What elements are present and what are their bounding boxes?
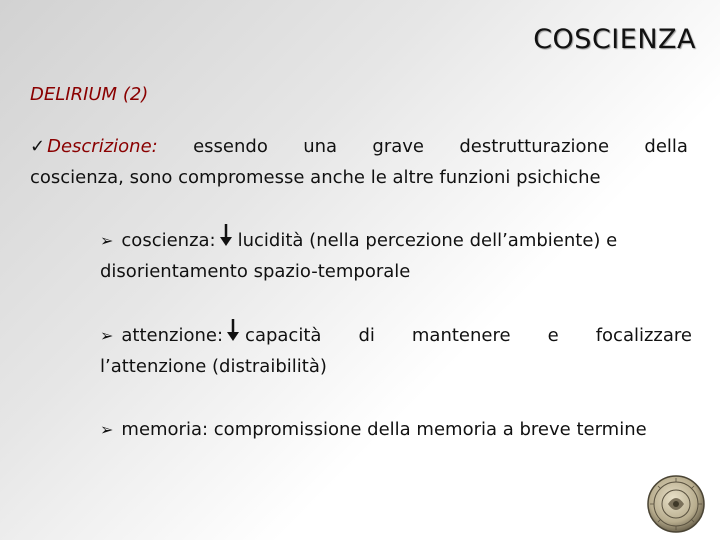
description-word: una	[303, 136, 338, 157]
bullet-lead: attenzione:	[121, 325, 224, 346]
description-word: della	[644, 136, 688, 157]
bullet-text: lucidità (nella percezione dell’ambiente) e	[237, 230, 618, 251]
slide-title: COSCIENZA	[533, 24, 696, 55]
arrow-bullet-icon: ➢	[100, 326, 114, 345]
check-icon: ✓	[30, 136, 46, 157]
bullet-line-2: l’attenzione (distraibilità)	[100, 356, 327, 377]
bullet-lead-group	[100, 319, 245, 351]
arrow-bullet-icon: ➢	[100, 231, 114, 250]
down-arrow-icon	[220, 224, 232, 246]
university-seal-icon	[646, 474, 706, 534]
description-lead	[30, 131, 158, 162]
bullet-line-1	[100, 224, 692, 256]
down-arrow-icon	[227, 319, 239, 341]
bullet-line-1	[100, 319, 692, 351]
bullet-attenzione	[100, 319, 692, 382]
bullet-coscienza	[100, 224, 692, 287]
description-word: destrutturazione	[459, 136, 610, 157]
bullet-memoria	[100, 414, 692, 445]
bullet-lead: coscienza:	[121, 230, 216, 251]
description-word: grave	[372, 136, 425, 157]
description-line-2: coscienza, sono compromesse anche le altre funzioni psichiche	[30, 167, 601, 188]
bullet-line-2: disorientamento spazio-temporale	[100, 261, 411, 282]
description-word: essendo	[193, 136, 268, 157]
bullet-lead: memoria: compromissione della memoria a breve termine	[121, 419, 647, 440]
bullet-line-1	[100, 414, 692, 445]
arrow-bullet-icon: ➢	[100, 420, 114, 439]
description-line-1	[30, 131, 688, 162]
slide-subtitle: DELIRIUM (2)	[30, 84, 149, 105]
description-paragraph	[30, 131, 688, 193]
bullet-text: capacità di mantenere e focalizzare	[245, 325, 692, 346]
description-label: Descrizione:	[47, 136, 158, 157]
